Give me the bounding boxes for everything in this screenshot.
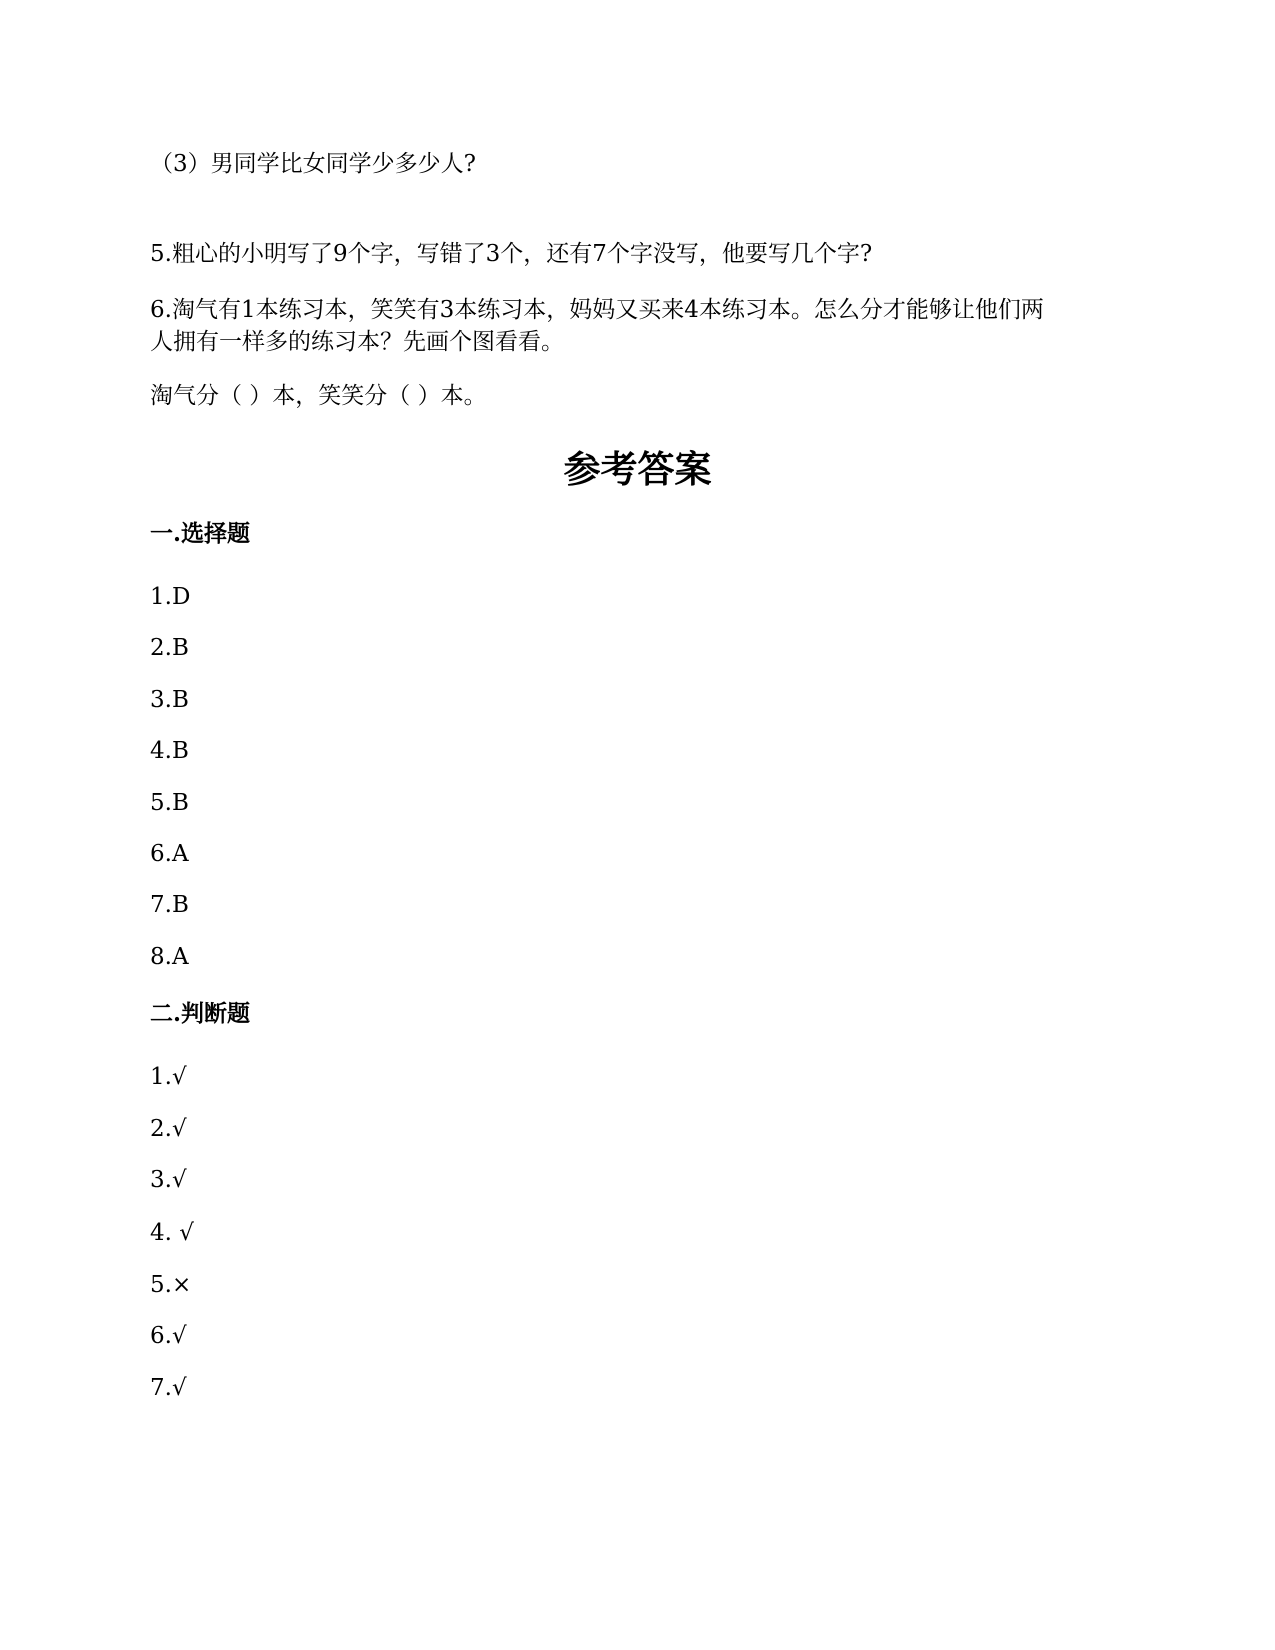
question-6-fill-blank: 淘气分（ ）本，笑笑分（ ）本。: [150, 383, 487, 409]
answer-choice-7: 7.B: [150, 892, 189, 918]
question-4-sub-3: （3）男同学比女同学少多少人?: [150, 151, 476, 177]
answer-choice-4: 4.B: [150, 738, 189, 764]
question-5: 5.粗心的小明写了9个字，写错了3个，还有7个字没写，他要写几个字?: [150, 241, 873, 267]
answer-judgment-7: 7.√: [150, 1375, 187, 1401]
answer-judgment-2: 2.√: [150, 1116, 187, 1142]
answer-choice-1: 1.D: [150, 584, 191, 610]
question-6-line-2: 人拥有一样多的练习本？先画个图看看。: [150, 329, 564, 355]
answer-choice-3: 3.B: [150, 687, 189, 713]
section-heading-choice: 一.选择题: [150, 520, 251, 547]
question-6-line-1: 6.淘气有1本练习本，笑笑有3本练习本，妈妈又买来4本练习本。怎么分才能够让他们两: [150, 297, 1044, 323]
answer-judgment-4: 4. √: [150, 1220, 194, 1246]
answer-judgment-6: 6.√: [150, 1323, 187, 1349]
answer-judgment-5: 5.×: [150, 1272, 192, 1298]
answer-judgment-3: 3.√: [150, 1167, 187, 1193]
answer-choice-5: 5.B: [150, 790, 189, 816]
answers-title: 参考答案: [563, 447, 712, 491]
answer-choice-8: 8.A: [150, 944, 189, 970]
section-heading-judgment: 二.判断题: [150, 1000, 251, 1027]
answer-choice-2: 2.B: [150, 635, 189, 661]
answer-choice-6: 6.A: [150, 841, 189, 867]
answer-judgment-1: 1.√: [150, 1064, 187, 1090]
